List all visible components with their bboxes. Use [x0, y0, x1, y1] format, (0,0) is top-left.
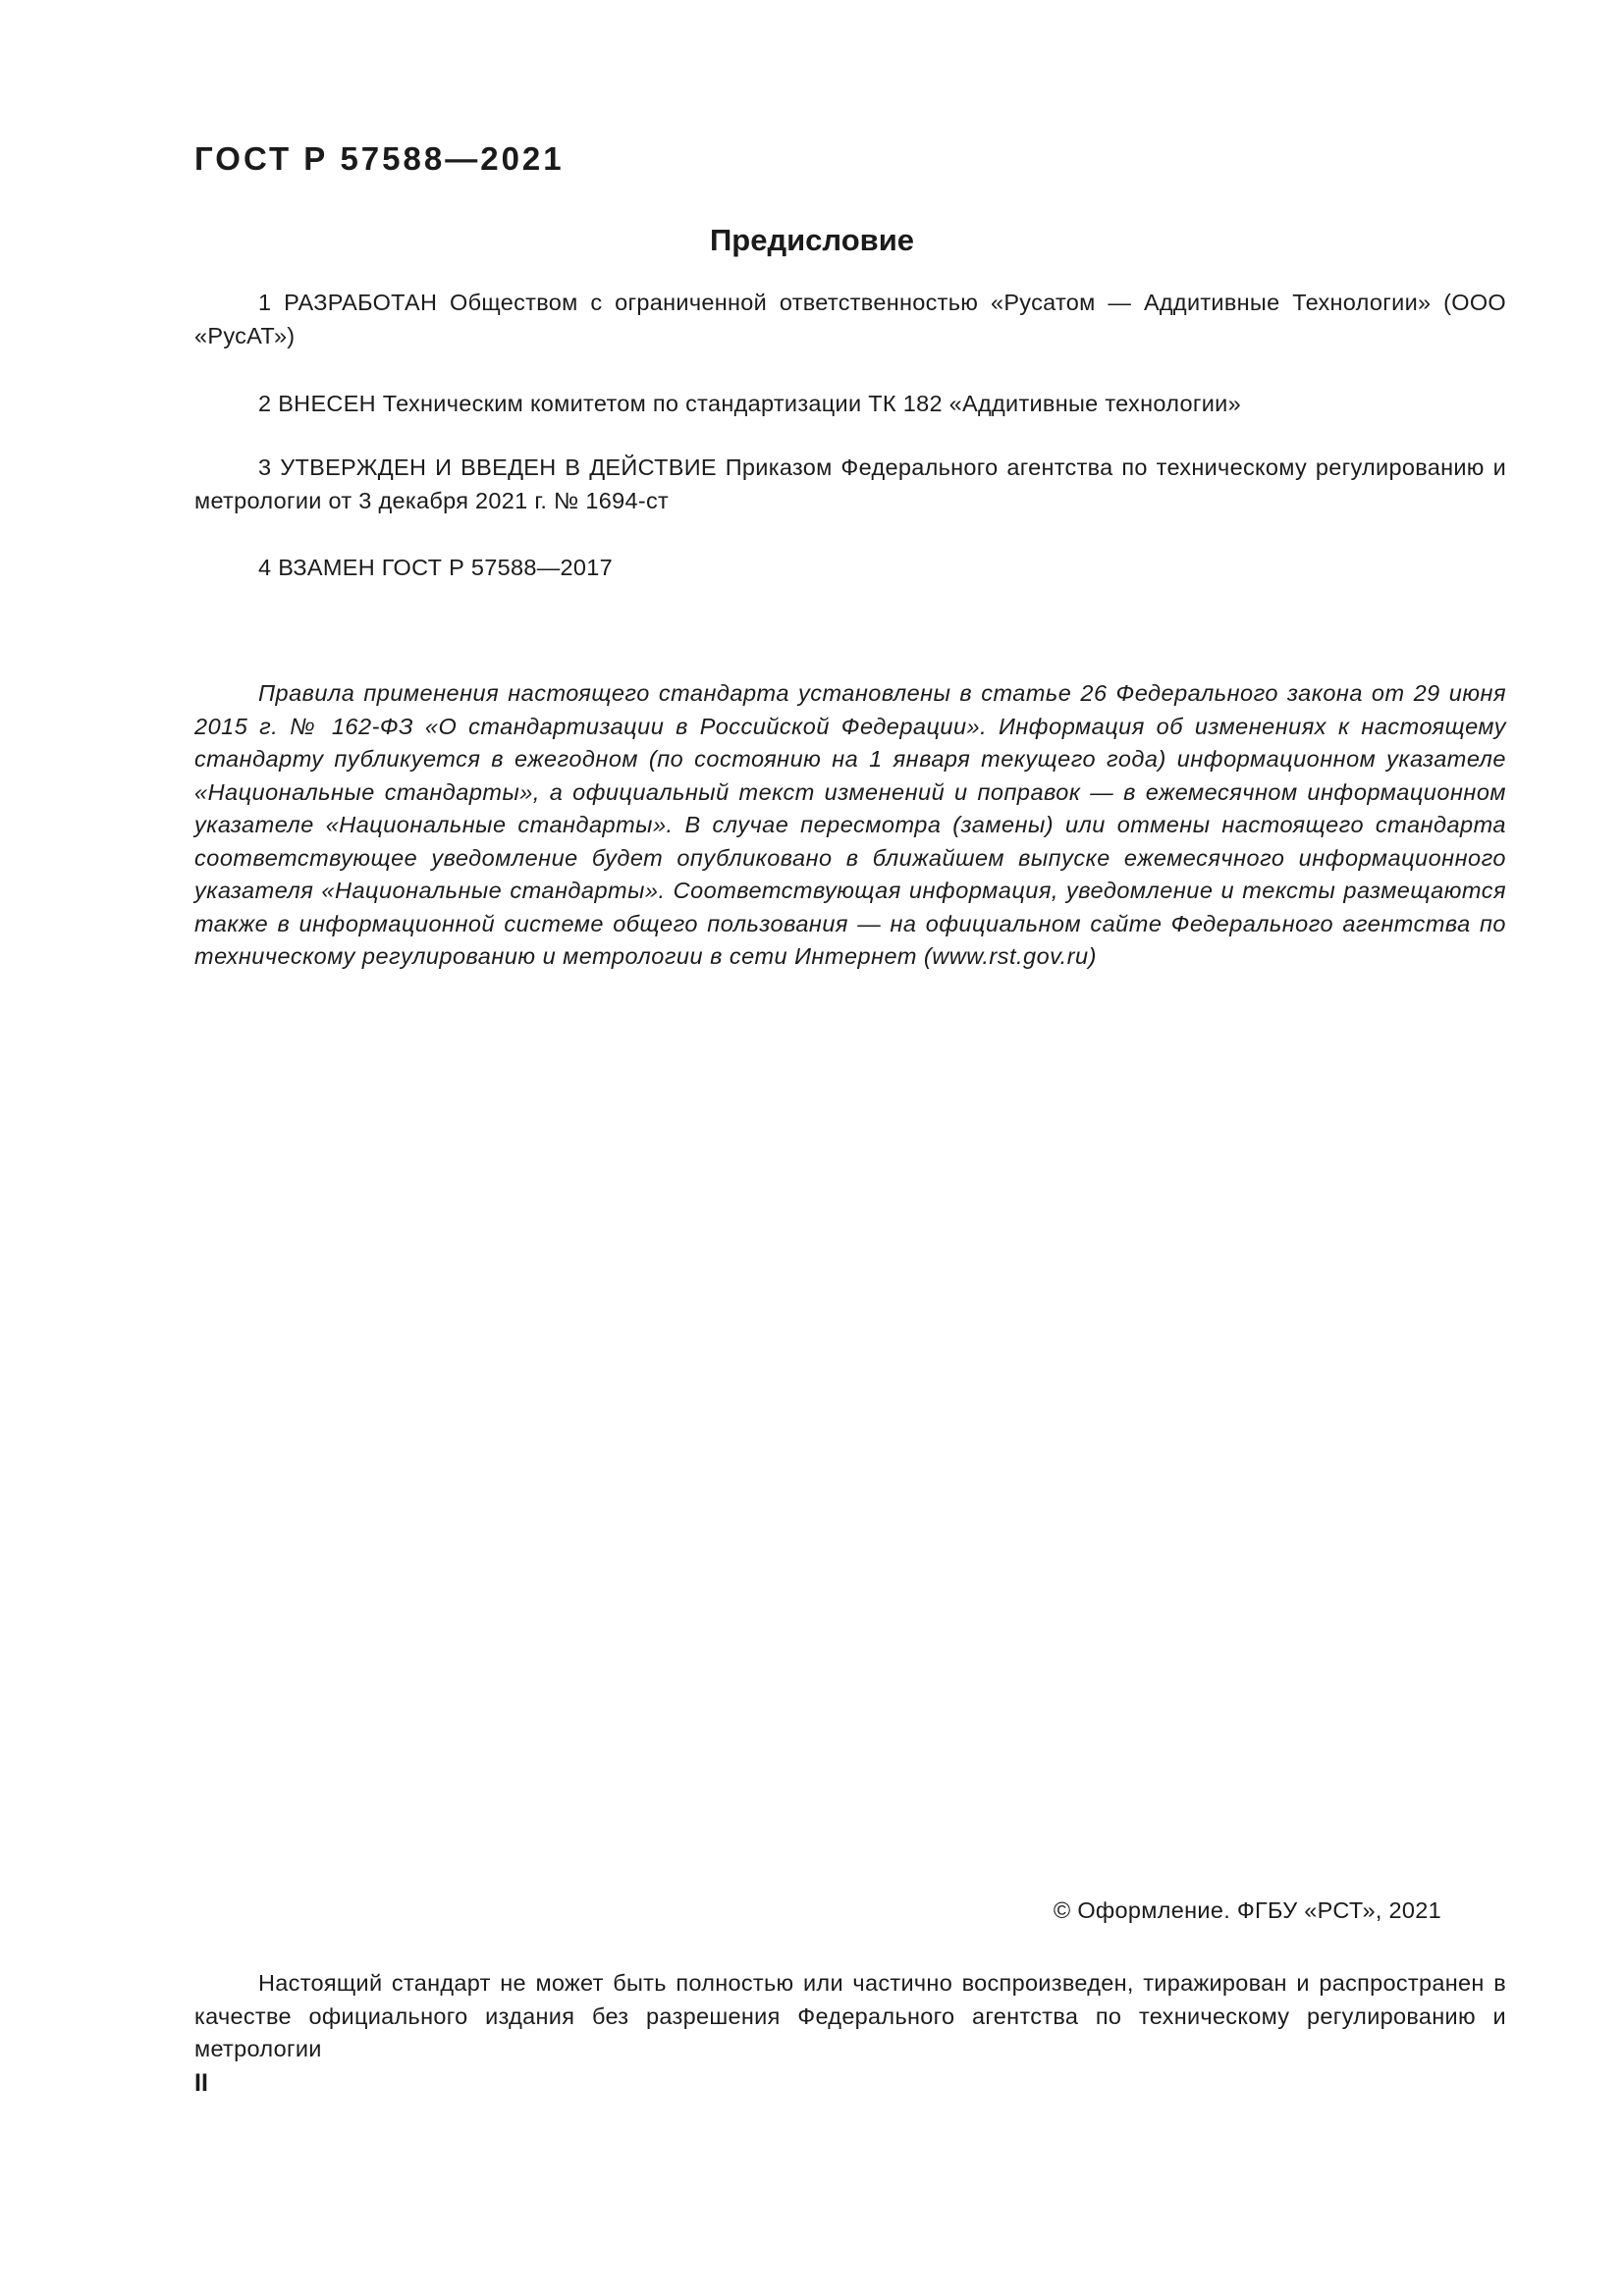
reproduction-notice: Настоящий стандарт не может быть полностью или частично воспроизведен, тиражирован и распространен в качестве официального издания без разрешения Федерального агентства по техническому регулированию и метрологии: [194, 1970, 1506, 2061]
application-rules-paragraph: Правила применения настоящего стандарта установлены в статье 26 Федерального закона от 29 июня 2015 г. № 162-ФЗ «О стандартизации в Российской Федерации». Информация об изменениях к настоящему стандарту публикуется в ежегодном (по состоянию на 1 января текущего года) информационном указателе «Национальные стандарты», а официальный текст изменений и поправок — в ежемесячном информационном указателе «Национальные стандарты». В случае пересмотра (замены) или отмены настоящего стандарта соответствующее уведомление будет опубликовано в ближайшем выпуске ежемесячного информационного указателя «Национальные стандарты». Соответствующая информация, уведомление и тексты размещаются также в информационной системе общего пользования — на официальном сайте Федерального агентства по техническому регулированию и метрологии в сети Интернет (www.rst.gov.ru): [194, 680, 1506, 969]
page-title: Предисловие: [709, 223, 914, 257]
foreword-item-approved: 3 УТВЕРЖДЕН И ВВЕДЕН В ДЕЙСТВИЕ Приказом Федерального агентства по техническому регулированию и метрологии от 3 декабря 2021 г. № 1694-ст: [194, 454, 1506, 513]
page-number: II: [194, 2069, 208, 2097]
document-designation: ГОСТ Р 57588—2021: [194, 140, 565, 177]
copyright-notice: © Оформление. ФГБУ «РСТ», 2021: [1053, 1897, 1441, 1923]
foreword-item-developed: 1 РАЗРАБОТАН Обществом с ограниченной ответственностью «Русатом — Аддитивные Технологии» (ООО «РусАТ»): [194, 290, 1506, 348]
foreword-item-replaces: 4 ВЗАМЕН ГОСТ Р 57588—2017: [258, 555, 613, 580]
foreword-item-submitted: 2 ВНЕСЕН Техническим комитетом по стандартизации ТК 182 «Аддитивные технологии»: [258, 391, 1241, 416]
